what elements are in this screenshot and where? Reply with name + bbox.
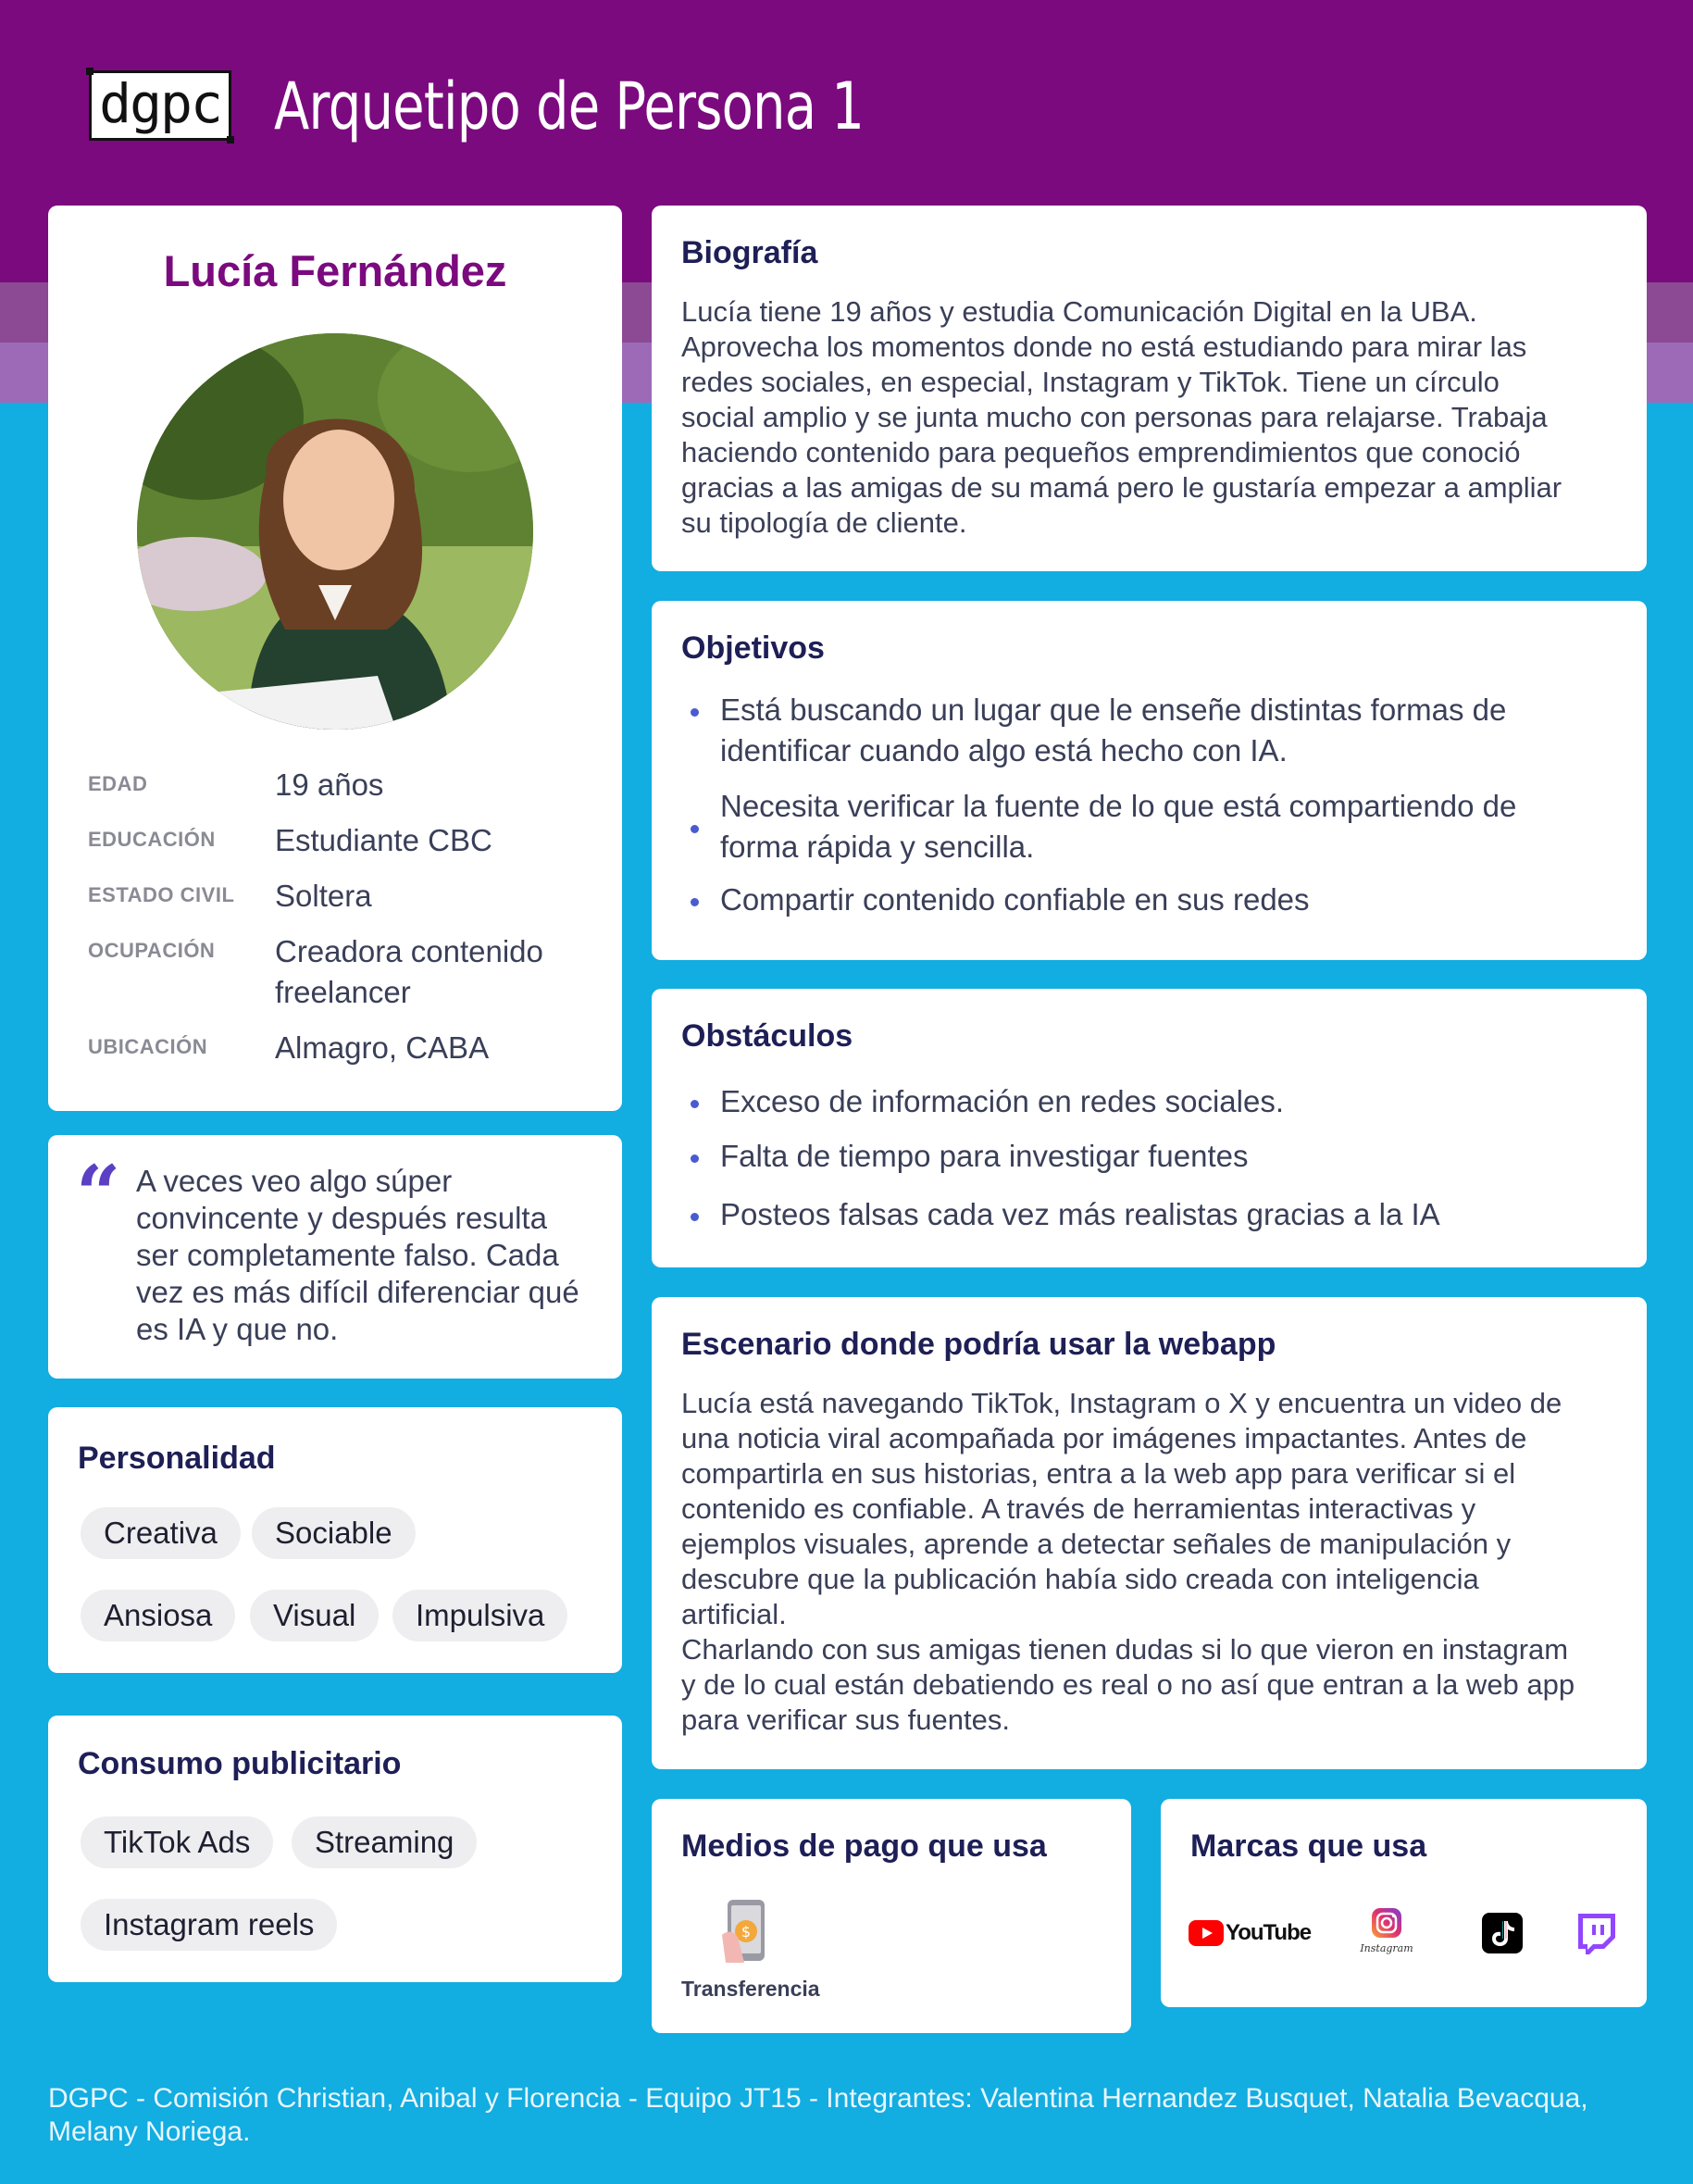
- obstacle-item: [720, 1194, 1572, 1235]
- biography-text: Lucía tiene 19 años y estudia Comunicación Digital en la UBA. Aprovecha los momentos donde no está estudiando para mirar las redes sociales, en especial, Instagram y TikTok. Tiene un círculo social amplio y se junta mucho con personas para relajarse. Trabaja haciendo contenido para pequeños emprendimientos que conoció gracias a las amigas de su mamá pero le gustaría empezar a ampliar su tipología de cliente.: [681, 295, 1562, 539]
- personality-tag: Impulsiva: [392, 1590, 567, 1641]
- detail-value: Creadora contenido freelancer: [275, 934, 543, 1009]
- goal-text: Está buscando un lugar que le enseñe distintas formas de identificar cuando algo está hecho con IA.: [720, 693, 1507, 768]
- scenario-heading: Escenario donde podría usar la webapp: [681, 1327, 1276, 1362]
- personality-tag: Ansiosa: [81, 1590, 235, 1641]
- obstacle-text: Exceso de información en redes sociales.: [720, 1084, 1284, 1118]
- goal-item: [720, 786, 1572, 867]
- persona-name: Lucía Fernández: [163, 246, 507, 295]
- obstacle-item: [720, 1081, 1572, 1122]
- scenario-paragraph: Lucía está navegando TikTok, Instagram o X y encuentra un video de una noticia viral acompañada por imágenes impactantes. Antes de compartirla en sus historias, entra a la web app para verificar si el contenido es confiable. A través de herramientas interactivas y ejemplos visuales, aprende a detectar señales de manipulación y descubre que la publicación había sido creada con inteligencia artificial.: [681, 1387, 1562, 1630]
- persona-photo: [137, 333, 533, 730]
- brands-card: [1161, 1799, 1647, 2007]
- instagram-wordmark: Instagram: [1360, 1942, 1413, 1954]
- detail-value: 19 años: [275, 768, 384, 802]
- advertising-heading: Consumo publicitario: [78, 1746, 402, 1781]
- detail-label: ESTADO CIVIL: [88, 883, 235, 906]
- detail-value: Almagro, CABA: [275, 1030, 490, 1065]
- goal-text: Necesita verificar la fuente de lo que está compartiendo de forma rápida y sencilla.: [720, 789, 1517, 864]
- goals-heading: Objetivos: [681, 630, 825, 666]
- instagram-logo: [1359, 1906, 1414, 1954]
- detail-label: UBICACIÓN: [88, 1035, 208, 1058]
- youtube-wordmark: YouTube: [1226, 1920, 1312, 1945]
- obstacles-card: [652, 989, 1647, 1267]
- payment-method-label: Transferencia: [681, 1977, 820, 2001]
- detail-label: EDUCACIÓN: [88, 828, 216, 851]
- advertising-tag: Streaming: [292, 1816, 477, 1868]
- persona-quote: A veces veo algo súper convincente y después resulta ser completamente falso. Cada vez es más difícil diferenciar qué es IA y que no.: [136, 1164, 579, 1346]
- brands-heading: Marcas que usa: [1190, 1828, 1427, 1864]
- detail-value: Soltera: [275, 879, 372, 913]
- biography-heading: Biografía: [681, 235, 818, 270]
- portrait-photo: [137, 333, 533, 730]
- personality-tag: Visual: [250, 1590, 379, 1641]
- goal-item: [720, 880, 1572, 920]
- goal-text: Compartir contenido confiable en sus redes: [720, 882, 1310, 917]
- obstacle-item: [720, 1136, 1572, 1177]
- biography-card: [652, 206, 1647, 571]
- phone-payment-icon: [720, 1898, 776, 1965]
- scenario-card: [652, 1297, 1647, 1769]
- obstacle-text: Posteos falsas cada vez más realistas gracias a la IA: [720, 1197, 1440, 1231]
- svg-text:$: $: [741, 1923, 752, 1941]
- scenario-paragraph: Charlando con sus amigas tienen dudas si lo que vieron en instagram y de lo cual están debatiendo es real o no así que entran a la web app para verificar sus fuentes.: [681, 1633, 1575, 1736]
- payment-card: [652, 1799, 1131, 2033]
- page-title: Arquetipo de Persona 1: [274, 69, 865, 144]
- detail-label: EDAD: [88, 772, 148, 795]
- personality-heading: Personalidad: [78, 1441, 276, 1476]
- footer-credits: DGPC - Comisión Christian, Anibal y Florencia - Equipo JT15 - Integrantes: Valentina Hernandez Busquet, Natalia Bevacqua, Melany Noriega.: [48, 2083, 1588, 2147]
- personality-tag: Sociable: [252, 1507, 416, 1559]
- goals-card: [652, 601, 1647, 960]
- dgpc-logo: dgpc: [89, 70, 231, 141]
- payment-heading: Medios de pago que usa: [681, 1828, 1047, 1864]
- advertising-tag: TikTok Ads: [81, 1816, 273, 1868]
- tiktok-logo: [1482, 1913, 1523, 1953]
- personality-tag: Creativa: [81, 1507, 241, 1559]
- detail-label: OCUPACIÓN: [88, 939, 216, 962]
- quote-icon: “: [76, 1148, 121, 1240]
- obstacle-text: Falta de tiempo para investigar fuentes: [720, 1139, 1249, 1173]
- twitch-logo: [1573, 1910, 1619, 1956]
- advertising-tag: Instagram reels: [81, 1899, 337, 1951]
- detail-value: Estudiante CBC: [275, 823, 492, 857]
- youtube-logo: [1189, 1920, 1311, 1946]
- obstacles-heading: Obstáculos: [681, 1018, 853, 1054]
- goal-item: [720, 690, 1572, 771]
